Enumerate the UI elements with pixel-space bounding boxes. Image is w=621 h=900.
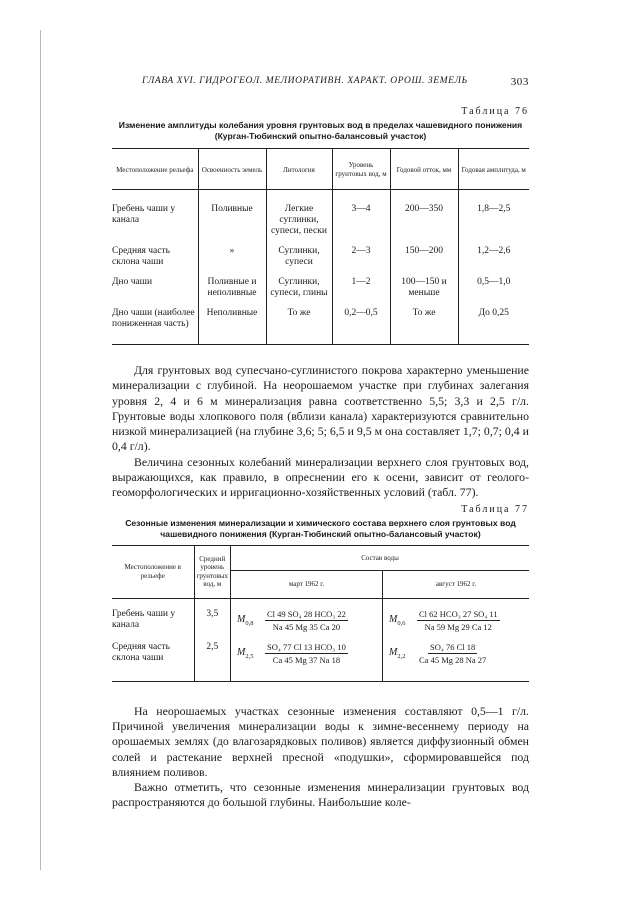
formula-mineralization: $M_{2,5}$ — [237, 646, 254, 660]
table-76-header-cell: Годовая амплитуда, м — [458, 149, 529, 190]
table-cell: Гребень чаши у канала — [112, 204, 176, 225]
table-cell: Средняя часть склона чаши — [112, 641, 170, 663]
page-margin-rule — [40, 30, 41, 870]
salinity-formula — [233, 642, 380, 665]
table-76-header-cell: Литология — [266, 149, 332, 190]
running-head-title: ГЛАВА XVI. ГИДРОГЕОЛ. МЕЛИОРАТИВН. ХАРАКТ. ОРОШ. ЗЕМЕЛЬ — [142, 76, 468, 86]
formula-fraction — [265, 609, 348, 632]
table-76-header-cell: Годовой отток, мм — [390, 149, 458, 190]
table-cell: 1—2 — [332, 277, 390, 308]
table-cell: Поливные и неполивные — [198, 277, 266, 308]
formula-cations: Na 45 Mg 35 Ca 20 — [272, 621, 341, 632]
table-cell: То же — [266, 308, 332, 345]
table-76 — [112, 148, 529, 345]
formula-anions: SO₄ 76 Cl 18 — [430, 641, 476, 652]
paragraph: Для грунтовых вод супесчано-суглинистого покрова характерно уменьшение минерализации с глубиной. На неорошаемом участке при глубинах залегания уровня 2, 4 и 6 м минерализация равна соответственно 5,5; 3,3 и 2,5 г/л. Грунтовые воды хлопкового поля (вблизи канала) характеризуются сравнительно низкой минерализацией (на глубине 3,6; 5; 6,5 и 9,5 м она составляет 1,7; 0,7; 0,4 и 0,4 г/л). — [112, 363, 529, 454]
book-page — [112, 76, 529, 811]
running-head — [112, 76, 529, 92]
table-76-header-cell: Местоположение рельефа — [112, 149, 198, 190]
table-cell: До 0,25 — [458, 308, 529, 345]
formula-mineralization: $M_{0,6}$ — [389, 613, 406, 627]
table-cell: Средняя часть склона чаши — [112, 246, 170, 267]
formula-cations: Ca 45 Mg 28 Na 27 — [419, 654, 487, 665]
formula-cations: Ca 45 Mg 37 Na 18 — [272, 654, 341, 665]
table-76-header-row — [112, 149, 529, 190]
table-77-header-cell: март 1962 г. — [231, 571, 383, 599]
table-cell: 3,5 — [194, 598, 231, 642]
table-cell: 200—350 — [390, 190, 458, 247]
table-77-header-cell: Средний уровень грунтовых вод, м — [194, 545, 231, 598]
table-77-label: Таблица 77 — [461, 503, 529, 515]
formula-fraction — [417, 642, 488, 665]
table-77-header-cell: август 1962 г. — [383, 571, 530, 599]
formula-anions: Cl 62 HCO₃ 27 SO₄ 11 — [419, 608, 498, 619]
table-cell: 100—150 и меньше — [390, 277, 458, 308]
table-cell: 1,2—2,6 — [458, 246, 529, 277]
table-77-header-row — [112, 545, 529, 571]
table-row — [112, 277, 529, 308]
table-row — [112, 246, 529, 277]
table-cell: 2,5 — [194, 642, 231, 682]
table-cell: Поливные — [198, 190, 266, 247]
salinity-formula — [233, 609, 380, 632]
salinity-formula — [385, 609, 527, 632]
table-cell: 2—3 — [332, 246, 390, 277]
table-76-header-cell: Освоенность земель — [198, 149, 266, 190]
formula-cell — [231, 598, 383, 642]
table-76-header-cell: Уровень грунтовых вод, м — [332, 149, 390, 190]
formula-mineralization: $M_{2,2}$ — [389, 646, 406, 660]
formula-cations: Na 59 Mg 29 Ca 12 — [424, 621, 492, 632]
table-cell: Неполивные — [198, 308, 266, 345]
table-cell: 150—200 — [390, 246, 458, 277]
table-cell: Легкие суглинки, супеси, пески — [266, 190, 332, 247]
table-cell: Дно чаши (наиболее пониженная часть) — [112, 308, 195, 329]
table-76-title: Изменение амплитуды колебания уровня грунтовых вод в пределах чашевидного понижения (Курган-Тюбинский опытно-балансовый участок) — [118, 120, 523, 141]
page-number: 303 — [510, 76, 529, 88]
formula-anions: SO₄ 77 Cl 13 HCO₃ 10 — [267, 641, 346, 652]
table-77-title: Сезонные изменения минерализации и химического состава верхнего слоя грунтовых вод чашевидного понижения (Курган-Тюбинский опытно-балансовый участок) — [125, 517, 516, 539]
table-cell: Дно чаши — [112, 277, 153, 287]
body-text-2 — [112, 704, 529, 811]
table-77-header-cell: Местоположение в рельефе — [112, 545, 194, 598]
formula-fraction — [265, 642, 348, 665]
formula-cell — [383, 598, 530, 642]
paragraph: На неорошаемых участках сезонные изменения составляют 0,5—1 г/л. Причиной увеличения минерализации воды к зимне-весеннему периоду на орошаемых землях (до влагозарядковых поливов) является диффузионный обмен солей и растекание верхней пресной «подушки», сформировавшейся под влиянием поливов. — [112, 703, 529, 779]
paragraph: Важно отметить, что сезонные изменения минерализации грунтовых вод распространяются до большой глубины. Наибольшие коле- — [112, 780, 529, 810]
formula-anions: Cl 49 SO₄ 28 HCO₃ 22 — [267, 608, 346, 619]
formula-fraction — [417, 609, 500, 632]
table-cell: Гребень чаши у канала — [112, 608, 176, 630]
table-cell: 1,8—2,5 — [458, 190, 529, 247]
body-text-1 — [112, 363, 529, 501]
salinity-formula — [385, 642, 527, 665]
table-cell: 3—4 — [332, 190, 390, 247]
formula-cell — [231, 642, 383, 682]
table-cell: » — [198, 246, 266, 277]
table-77 — [112, 545, 529, 682]
table-76-label: Таблица 76 — [461, 106, 529, 117]
formula-mineralization: $M_{0,8}$ — [237, 613, 254, 627]
table-cell: Суглинки, супеси, глины — [266, 277, 332, 308]
table-cell: 0,2—0,5 — [332, 308, 390, 345]
table-row — [112, 308, 529, 345]
paragraph: Величина сезонных колебаний минерализации верхнего слоя грунтовых вод, выражающихся, как правило, в опреснении его к осени, зависит от геолого-геоморфологических и ирригационно-хозяйственных условий (табл. 77). — [112, 454, 529, 500]
table-row — [112, 190, 529, 247]
table-cell: 0,5—1,0 — [458, 277, 529, 308]
table-row — [112, 642, 529, 682]
table-row — [112, 598, 529, 642]
table-cell: Суглинки, супеси — [266, 246, 332, 277]
formula-cell — [383, 642, 530, 682]
table-77-header-cell: Состав воды — [231, 545, 530, 571]
table-cell: То же — [390, 308, 458, 345]
